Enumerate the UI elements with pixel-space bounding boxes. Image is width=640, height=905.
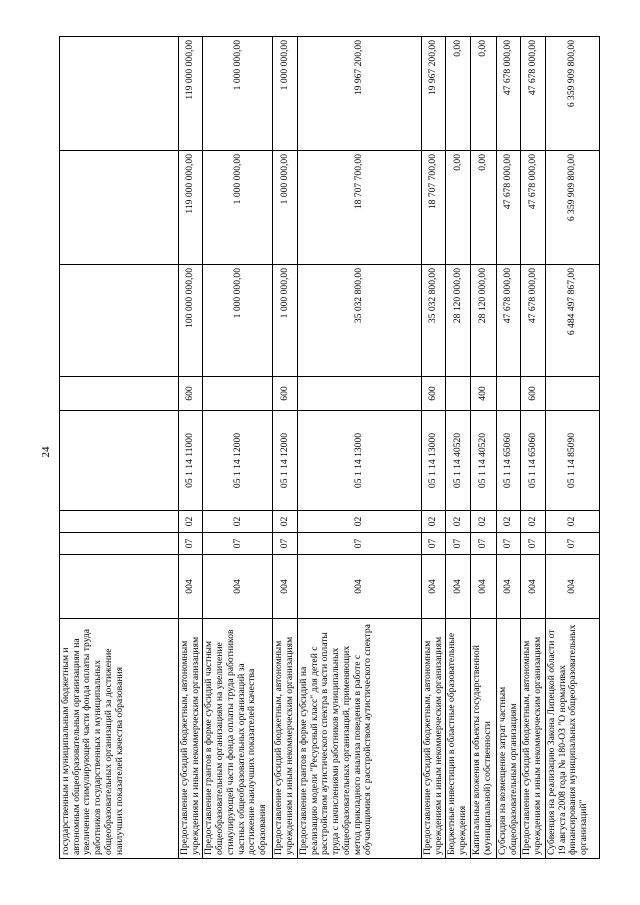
row-name: Предоставление субсидий бюджетным, автономным учреждениям и иным некоммерческим организациям (179, 619, 203, 859)
rotated-page-content (59, 37, 590, 859)
amount-year-2: 18 707 700,00 (421, 151, 445, 265)
row-name: Предоставление грантов в форме субсидий частным общеобразовательным организациям на увеличение стимулирующей части фонда оплаты труда работников частных общеобразовательных организаций за достижение наилучших показателей качества образования (203, 619, 273, 859)
target-item-code: 05 1 14 40520 (446, 411, 470, 511)
amount-year-1: 35 032 800,00 (297, 265, 421, 377)
section-code: 07 (545, 533, 599, 555)
table-row (545, 37, 599, 859)
ministry-code: 004 (421, 555, 445, 619)
table-row (470, 37, 496, 859)
expense-type-code: 400 (470, 377, 496, 411)
expense-type-code: 600 (421, 377, 445, 411)
table-row (521, 37, 545, 859)
ministry-code (60, 555, 179, 619)
expense-type-code: 600 (273, 377, 297, 411)
table-row (273, 37, 297, 859)
amount-year-3: 19 967 200,00 (297, 37, 421, 151)
amount-year-1 (60, 265, 179, 377)
page-number: 24 (40, 446, 52, 458)
table-row (496, 37, 520, 859)
expense-type-code (496, 377, 520, 411)
ministry-code: 004 (496, 555, 520, 619)
section-code: 07 (273, 533, 297, 555)
section-code: 07 (521, 533, 545, 555)
target-item-code: 05 1 14 11000 (179, 411, 203, 511)
amount-year-1: 6 484 497 867,00 (545, 265, 599, 377)
amount-year-2: 6 359 909 800,00 (545, 151, 599, 265)
ministry-code: 004 (179, 555, 203, 619)
target-item-code: 05 1 14 40520 (470, 411, 496, 511)
expense-type-code: 600 (179, 377, 203, 411)
subsection-code: 02 (446, 511, 470, 533)
subsection-code: 02 (203, 511, 273, 533)
amount-year-3 (60, 37, 179, 151)
expense-type-code (446, 377, 470, 411)
ministry-code: 004 (545, 555, 599, 619)
amount-year-2: 1 000 000,00 (203, 151, 273, 265)
amount-year-1: 35 032 800,00 (421, 265, 445, 377)
section-code: 07 (496, 533, 520, 555)
amount-year-1: 100 000 000,00 (179, 265, 203, 377)
table-row (60, 37, 179, 859)
amount-year-2: 1 000 000,00 (273, 151, 297, 265)
subsection-code: 02 (273, 511, 297, 533)
amount-year-3: 19 967 200,00 (421, 37, 445, 151)
target-item-code: 05 1 14 85090 (545, 411, 599, 511)
target-item-code: 05 1 14 65060 (496, 411, 520, 511)
amount-year-2: 119 000 000,00 (179, 151, 203, 265)
target-item-code: 05 1 14 13000 (421, 411, 445, 511)
amount-year-3: 0,00 (470, 37, 496, 151)
ministry-code: 004 (297, 555, 421, 619)
subsection-code: 02 (496, 511, 520, 533)
ministry-code: 004 (446, 555, 470, 619)
amount-year-3: 1 000 000,00 (273, 37, 297, 151)
subsection-code: 02 (179, 511, 203, 533)
expense-type-code (545, 377, 599, 411)
ministry-code: 004 (470, 555, 496, 619)
section-code: 07 (179, 533, 203, 555)
expense-type-code (297, 377, 421, 411)
ministry-code: 004 (273, 555, 297, 619)
amount-year-1: 47 678 000,00 (521, 265, 545, 377)
row-name: Предоставление субсидий бюджетным, автономным учреждениям и иным некоммерческим организациям (421, 619, 445, 859)
row-name: Капитальные вложения в объекты государственной (муниципальной) собственности (470, 619, 496, 859)
section-code: 07 (446, 533, 470, 555)
expense-type-code (60, 377, 179, 411)
row-name: Субвенция на реализацию Закона Липецкой области от 19 августа 2008 года № 180-ОЗ "О нормативах финансирования муниципальных общеобразовательных организаций" (545, 619, 599, 859)
amount-year-3: 119 000 000,00 (179, 37, 203, 151)
target-item-code: 05 1 14 12000 (273, 411, 297, 511)
subsection-code: 02 (470, 511, 496, 533)
row-name: Предоставление субсидий бюджетным, автономным учреждениям и иным некоммерческим организациям (273, 619, 297, 859)
subsection-code: 02 (545, 511, 599, 533)
target-item-code: 05 1 14 65060 (521, 411, 545, 511)
target-item-code: 05 1 14 12000 (203, 411, 273, 511)
amount-year-1: 47 678 000,00 (496, 265, 520, 377)
amount-year-3: 0,00 (446, 37, 470, 151)
subsection-code (60, 511, 179, 533)
amount-year-3: 47 678 000,00 (496, 37, 520, 151)
amount-year-3: 47 678 000,00 (521, 37, 545, 151)
amount-year-1: 1 000 000,00 (273, 265, 297, 377)
ministry-code: 004 (521, 555, 545, 619)
amount-year-1: 1 000 000,00 (203, 265, 273, 377)
table-row (297, 37, 421, 859)
subsection-code: 02 (421, 511, 445, 533)
ministry-code: 004 (203, 555, 273, 619)
target-item-code (60, 411, 179, 511)
amount-year-3: 1 000 000,00 (203, 37, 273, 151)
subsection-code: 02 (297, 511, 421, 533)
amount-year-2: 47 678 000,00 (521, 151, 545, 265)
table-row (446, 37, 470, 859)
amount-year-2: 0,00 (470, 151, 496, 265)
table-row (421, 37, 445, 859)
amount-year-2: 18 707 700,00 (297, 151, 421, 265)
table-row (179, 37, 203, 859)
subsection-code: 02 (521, 511, 545, 533)
amount-year-1: 28 120 000,00 (446, 265, 470, 377)
row-name: государственным и муниципальным бюджетным и автономным общеобразовательным организациям на увеличение стимулирующей части фонда оплаты труда работников государственных и муниципальных общеобразовательных организаций за достижение наилучших показателей качества образования (60, 619, 179, 859)
section-code: 07 (297, 533, 421, 555)
section-code (60, 533, 179, 555)
section-code: 07 (470, 533, 496, 555)
section-code: 07 (203, 533, 273, 555)
amount-year-2: 47 678 000,00 (496, 151, 520, 265)
table-row (203, 37, 273, 859)
row-name: Предоставление грантов в форме субсидий на реализацию модели "Ресурсный класс" для детей с расстройством аутистического спектра в части оплаты труда с начислениями работников муниципальных общеобразовательных организаций, применяющих метод прикладного анализа поведения в работе с обучающимися с расстройством аутистического спектра (297, 619, 421, 859)
amount-year-3: 6 359 909 800,00 (545, 37, 599, 151)
expense-type-code (203, 377, 273, 411)
row-name: Бюджетные инвестиции в областные образовательные учреждения (446, 619, 470, 859)
budget-table (59, 36, 600, 859)
row-name: Субсидия на возмещение затрат частным общеобразовательным организациям (496, 619, 520, 859)
target-item-code: 05 1 14 13000 (297, 411, 421, 511)
amount-year-2 (60, 151, 179, 265)
amount-year-2: 0,00 (446, 151, 470, 265)
amount-year-1: 28 120 000,00 (470, 265, 496, 377)
row-name: Предоставление субсидий бюджетным, автономным учреждениям и иным некоммерческим организациям (521, 619, 545, 859)
section-code: 07 (421, 533, 445, 555)
expense-type-code: 600 (521, 377, 545, 411)
